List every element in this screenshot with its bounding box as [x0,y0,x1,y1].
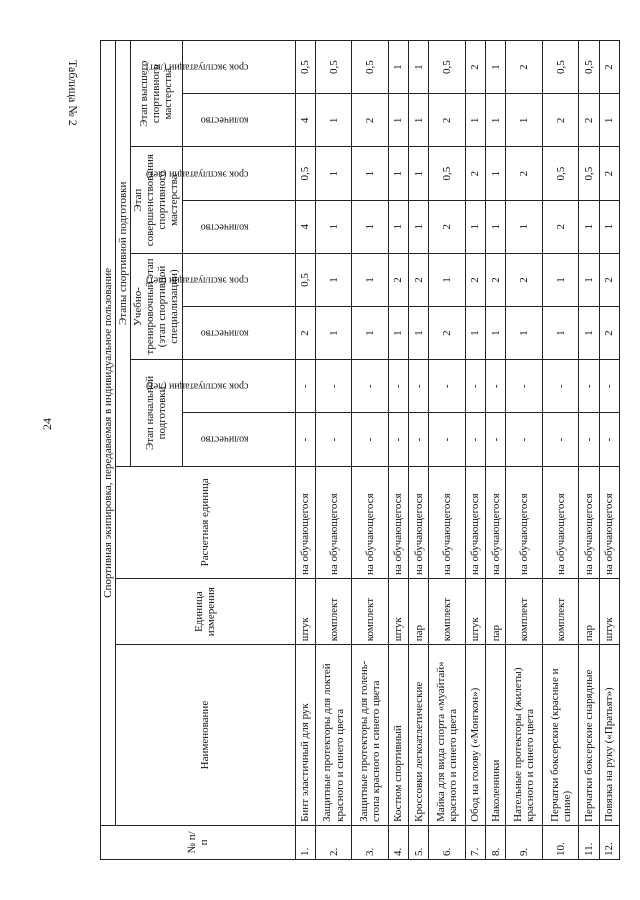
qty-cell: 1 [486,200,506,253]
qty-cell: - [315,413,352,466]
item-calc-unit: на обучающегося [295,466,315,578]
qty-cell: 2 [599,307,619,360]
table-row [388,41,408,860]
term-cell: 2 [486,253,506,306]
item-calc-unit: на обучающегося [579,466,599,578]
term-cell: 0,5 [579,147,599,200]
term-cell: - [388,360,408,413]
term-cell: 0,5 [429,147,466,200]
header-stage-3: Этап совершенствования спортивного мастерства [131,147,182,253]
item-name: Обод на голову («Монгкон») [465,645,485,826]
item-calc-unit: на обучающегося [542,466,579,578]
qty-cell: 1 [315,94,352,147]
qty-cell: - [542,413,579,466]
qty-cell: 1 [409,307,429,360]
qty-cell: 1 [579,307,599,360]
term-cell: 0,5 [295,253,315,306]
term-cell: 1 [388,147,408,200]
page-number: 24 [40,418,54,430]
item-name: Перчатки боксерские (красные и синие) [542,645,579,826]
qty-cell: 1 [388,200,408,253]
term-cell: - [542,360,579,413]
qty-cell: 1 [506,200,543,253]
row-number: 2. [315,825,352,859]
item-unit: штук [388,579,408,645]
row-number: 5. [409,825,429,859]
table-row [599,41,619,860]
term-cell: 1 [315,253,352,306]
qty-cell: - [429,413,466,466]
qty-cell: 1 [352,200,389,253]
table-row [579,41,599,860]
row-number: 6. [429,825,466,859]
term-cell: 0,5 [295,147,315,200]
equipment-table-container [100,40,620,860]
term-cell: 1 [409,41,429,94]
qty-cell: - [409,413,429,466]
header-name: Наименование [116,645,295,826]
row-number: 8. [486,825,506,859]
term-cell: - [579,360,599,413]
qty-cell: - [506,413,543,466]
item-calc-unit: на обучающегося [465,466,485,578]
row-number: 9. [506,825,543,859]
qty-cell: 1 [542,307,579,360]
term-cell: 0,5 [295,41,315,94]
term-cell: 0,5 [352,41,389,94]
header-calc: Расчетная единица [116,466,295,578]
qty-cell: 1 [352,307,389,360]
qty-cell: 2 [579,94,599,147]
term-cell: 0,5 [315,41,352,94]
item-unit: комплект [506,579,543,645]
header-term: срок эксплуатации (лет) [182,147,295,200]
qty-cell: 1 [465,307,485,360]
term-cell: 2 [599,147,619,200]
table-row [465,41,485,860]
table-caption: Таблица № 2 [66,60,80,126]
qty-cell: 2 [295,307,315,360]
equipment-table [100,40,620,860]
term-cell: 0,5 [542,147,579,200]
term-cell: - [295,360,315,413]
qty-cell: 1 [486,94,506,147]
table-body [295,41,619,860]
table-row [486,41,506,860]
row-number: 11. [579,825,599,859]
qty-cell: 1 [388,94,408,147]
header-stage-1: Этап начальной подготовки [131,360,182,466]
item-unit: пар [409,579,429,645]
qty-cell: 4 [295,94,315,147]
qty-cell: - [579,413,599,466]
item-name: Повязка на руку («Пратьят») [599,645,619,826]
term-cell: 2 [599,253,619,306]
term-cell: - [599,360,619,413]
item-unit: комплект [542,579,579,645]
row-number: 12. [599,825,619,859]
term-cell: 0,5 [579,41,599,94]
qty-cell: 1 [465,94,485,147]
header-qty: количество [182,307,295,360]
term-cell: 2 [388,253,408,306]
term-cell: 1 [352,253,389,306]
table-row [409,41,429,860]
header-stage-2: Учебно-тренировочный этап (этап спортивной специализации) [131,253,182,359]
item-name: Защитные протекторы для голень-стопа красного и синего цвета [352,645,389,826]
qty-cell: 2 [352,94,389,147]
term-cell: 1 [542,253,579,306]
term-cell: 2 [599,41,619,94]
term-cell: 1 [315,147,352,200]
qty-cell: - [352,413,389,466]
term-cell: 2 [465,147,485,200]
term-cell: 1 [486,147,506,200]
item-unit: штук [295,579,315,645]
qty-cell: - [486,413,506,466]
qty-cell: 1 [599,94,619,147]
qty-cell: 2 [429,307,466,360]
row-number: 1. [295,825,315,859]
qty-cell: - [465,413,485,466]
item-unit: комплект [352,579,389,645]
item-name: Кроссовки легкоатлетические [409,645,429,826]
header-unit: Единица измерения [116,579,295,645]
item-calc-unit: на обучающегося [315,466,352,578]
item-name: Костюм спортивный [388,645,408,826]
qty-cell: 4 [295,200,315,253]
item-unit: пар [486,579,506,645]
term-cell: - [506,360,543,413]
term-cell: 1 [429,253,466,306]
header-term: срок эксплуатации (лет) [182,253,295,306]
term-cell: 2 [506,253,543,306]
row-number: 4. [388,825,408,859]
row-number: 7. [465,825,485,859]
qty-cell: 1 [579,200,599,253]
qty-cell: - [295,413,315,466]
item-calc-unit: на обучающегося [409,466,429,578]
item-name: Защитные протекторы для локтей красного и синего цвета [315,645,352,826]
qty-cell: 1 [409,200,429,253]
item-name: Перчатки боксерские снарядные [579,645,599,826]
qty-cell: 1 [465,200,485,253]
term-cell: 2 [409,253,429,306]
header-term: срок эксплуатации (лет) [182,41,295,94]
term-cell: 2 [465,253,485,306]
item-unit: штук [465,579,485,645]
term-cell: 1 [388,41,408,94]
term-cell: 1 [579,253,599,306]
item-calc-unit: на обучающегося [352,466,389,578]
table-row [295,41,315,860]
item-name: Наколенники [486,645,506,826]
qty-cell: 1 [506,307,543,360]
term-cell: 2 [465,41,485,94]
qty-cell: 1 [506,94,543,147]
qty-cell: 2 [429,200,466,253]
header-top: Спортивная экипировка, передаваемая в индивидуальное пользование [101,41,116,826]
term-cell: - [486,360,506,413]
item-unit: пар [579,579,599,645]
item-calc-unit: на обучающегося [429,466,466,578]
term-cell: 0,5 [542,41,579,94]
item-name: Майка для вида спорта «муайтай» красного и синего цвета [429,645,466,826]
qty-cell: - [388,413,408,466]
qty-cell: 1 [315,307,352,360]
term-cell: 2 [506,41,543,94]
term-cell: - [465,360,485,413]
row-number: 3. [352,825,389,859]
term-cell: 2 [506,147,543,200]
qty-cell: 1 [315,200,352,253]
item-unit: комплект [315,579,352,645]
term-cell: - [409,360,429,413]
table-row [315,41,352,860]
header-stages: Этапы спортивной подготовки [116,41,131,467]
qty-cell: 2 [429,94,466,147]
table-row [542,41,579,860]
qty-cell: 1 [388,307,408,360]
qty-cell: 2 [542,94,579,147]
item-name: Бинт эластичный для рук [295,645,315,826]
qty-cell: 1 [486,307,506,360]
qty-cell: - [599,413,619,466]
term-cell: - [315,360,352,413]
term-cell: 1 [409,147,429,200]
item-calc-unit: на обучающегося [486,466,506,578]
qty-cell: 1 [599,200,619,253]
item-name: Нательные протекторы (жилеты) красного и синего цвета [506,645,543,826]
qty-cell: 1 [409,94,429,147]
header-qty: количество [182,413,295,466]
term-cell: - [352,360,389,413]
item-calc-unit: на обучающегося [388,466,408,578]
item-calc-unit: на обучающегося [599,466,619,578]
item-unit: штук [599,579,619,645]
qty-cell: 2 [542,200,579,253]
table-row [506,41,543,860]
term-cell: - [429,360,466,413]
item-calc-unit: на обучающегося [506,466,543,578]
header-stage-4: Этап высшего спортивного мастерства [131,41,182,147]
term-cell: 1 [486,41,506,94]
term-cell: 1 [352,147,389,200]
term-cell: 0,5 [429,41,466,94]
header-qty: количество [182,94,295,147]
item-unit: комплект [429,579,466,645]
table-row [429,41,466,860]
header-num: № п/п [101,825,296,859]
row-number: 10. [542,825,579,859]
table-row [352,41,389,860]
header-qty: количество [182,200,295,253]
header-term: срок эксплуатации (лет) [182,360,295,413]
